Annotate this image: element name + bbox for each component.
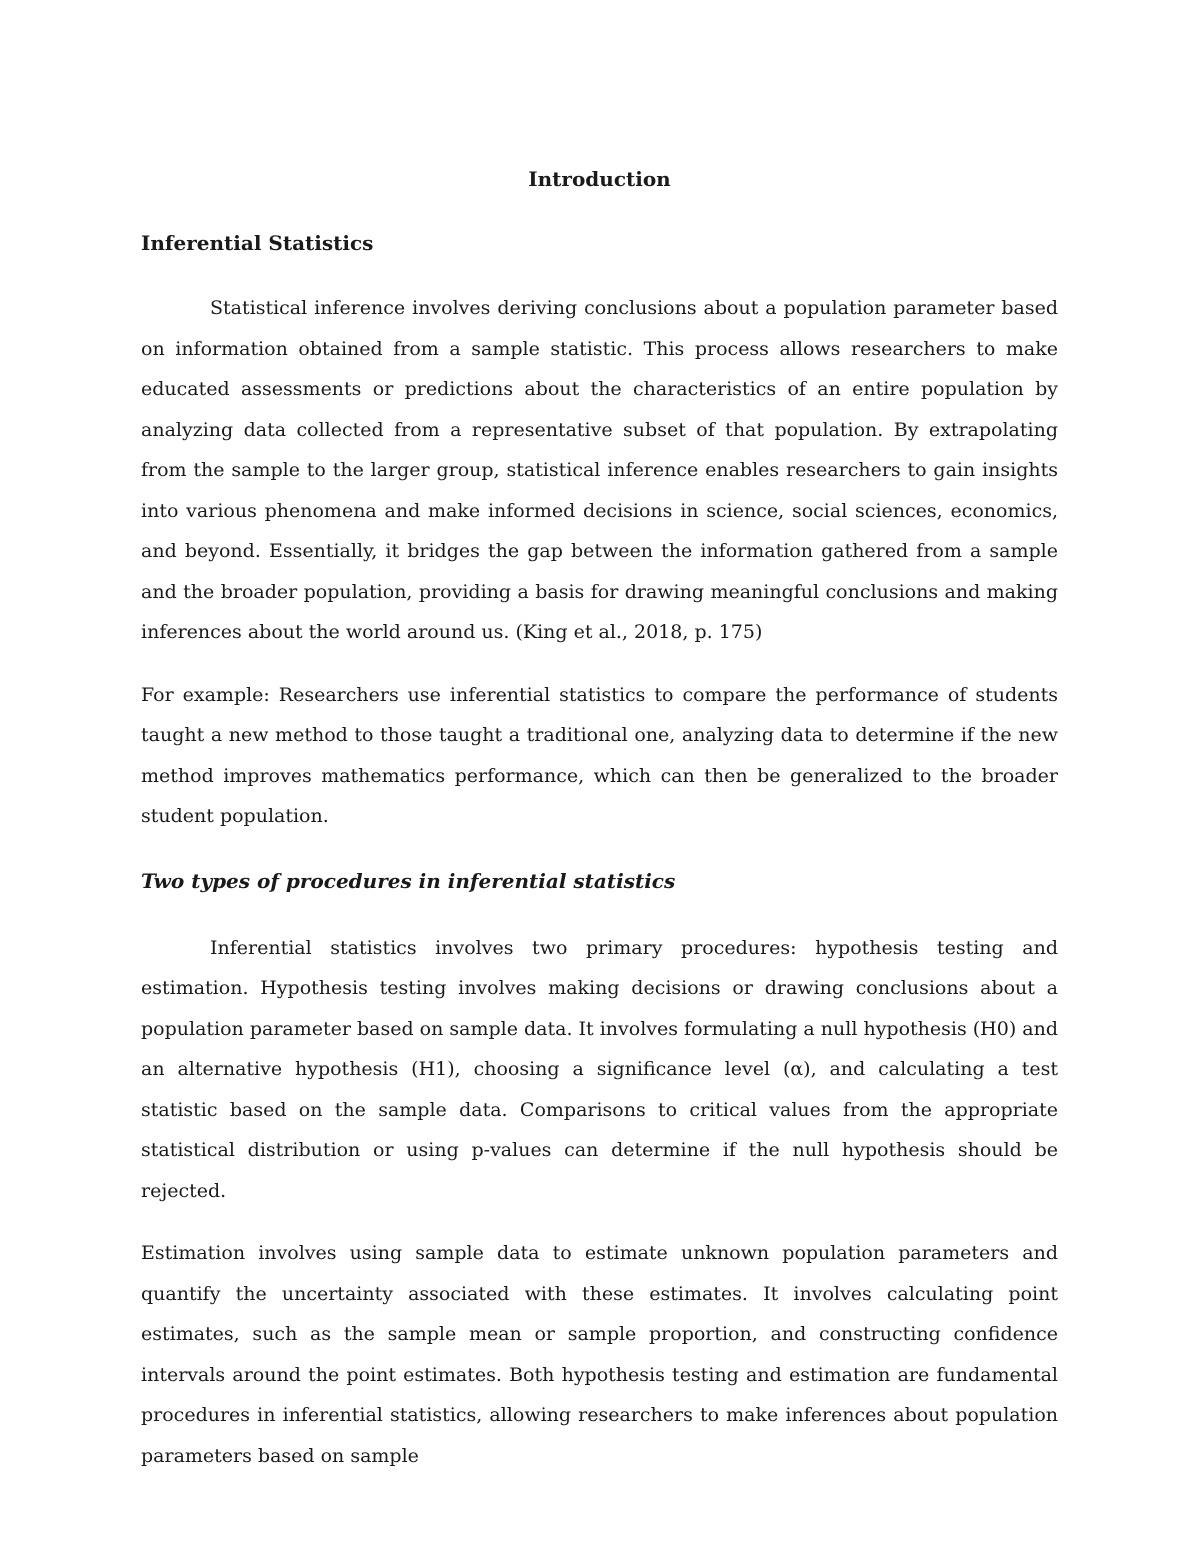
page-title: Introduction: [528, 167, 671, 191]
document-body: [141, 162, 1058, 1476]
paragraph-hypothesis-testing: Inferential statistics involves two primary procedures: hypothesis testing and estimation. Hypothesis testing involves making decisions or drawing conclusions about a population parameter based on sample data. It involves formulating a null hypothesis (H0) and an alternative hypothesis (H1), choosing a significance level (α), and calculating a test statistic based on the sample data. Comparisons to critical values from the appropriate statistical distribution or using p-values can determine if the null hypothesis should be rejected.: [141, 936, 1059, 1202]
paragraph-statistical-inference: Statistical inference involves deriving conclusions about a population parameter based on information obtained from a sample statistic. This process allows researchers to make educated assessments or predictions about the characteristics of an entire population by analyzing data collected from a representative subset of that population. By extrapolating from the sample to the larger group, statistical inference enables researchers to gain insights into various phenomena and make informed decisions in science, social sciences, economics, and beyond. Essentially, it bridges the gap between the information gathered from a sample and the broader population, providing a basis for drawing meaningful conclusions and making inferences about the world around us. (King et al., 2018, p. 175): [141, 297, 1058, 643]
section-heading: Inferential Statistics: [141, 231, 374, 255]
paragraph-example: For example: Researchers use inferential statistics to compare the performance of students taught a new method to those taught a traditional one, analyzing data to determine if the new method improves mathematics performance, which can then be generalized to the broader student population.: [141, 683, 1058, 827]
paragraph-estimation: Estimation involves using sample data to estimate unknown population parameters and quantify the uncertainty associated with these estimates. It involves calculating point estimates, such as the sample mean or sample proportion, and constructing confidence intervals around the point estimates. Both hypothesis testing and estimation are fundamental procedures in inferential statistics, allowing researchers to make inferences about population parameters based on sample: [141, 1242, 1058, 1467]
subheading-procedures: Two types of procedures in inferential statistics: [141, 868, 676, 893]
